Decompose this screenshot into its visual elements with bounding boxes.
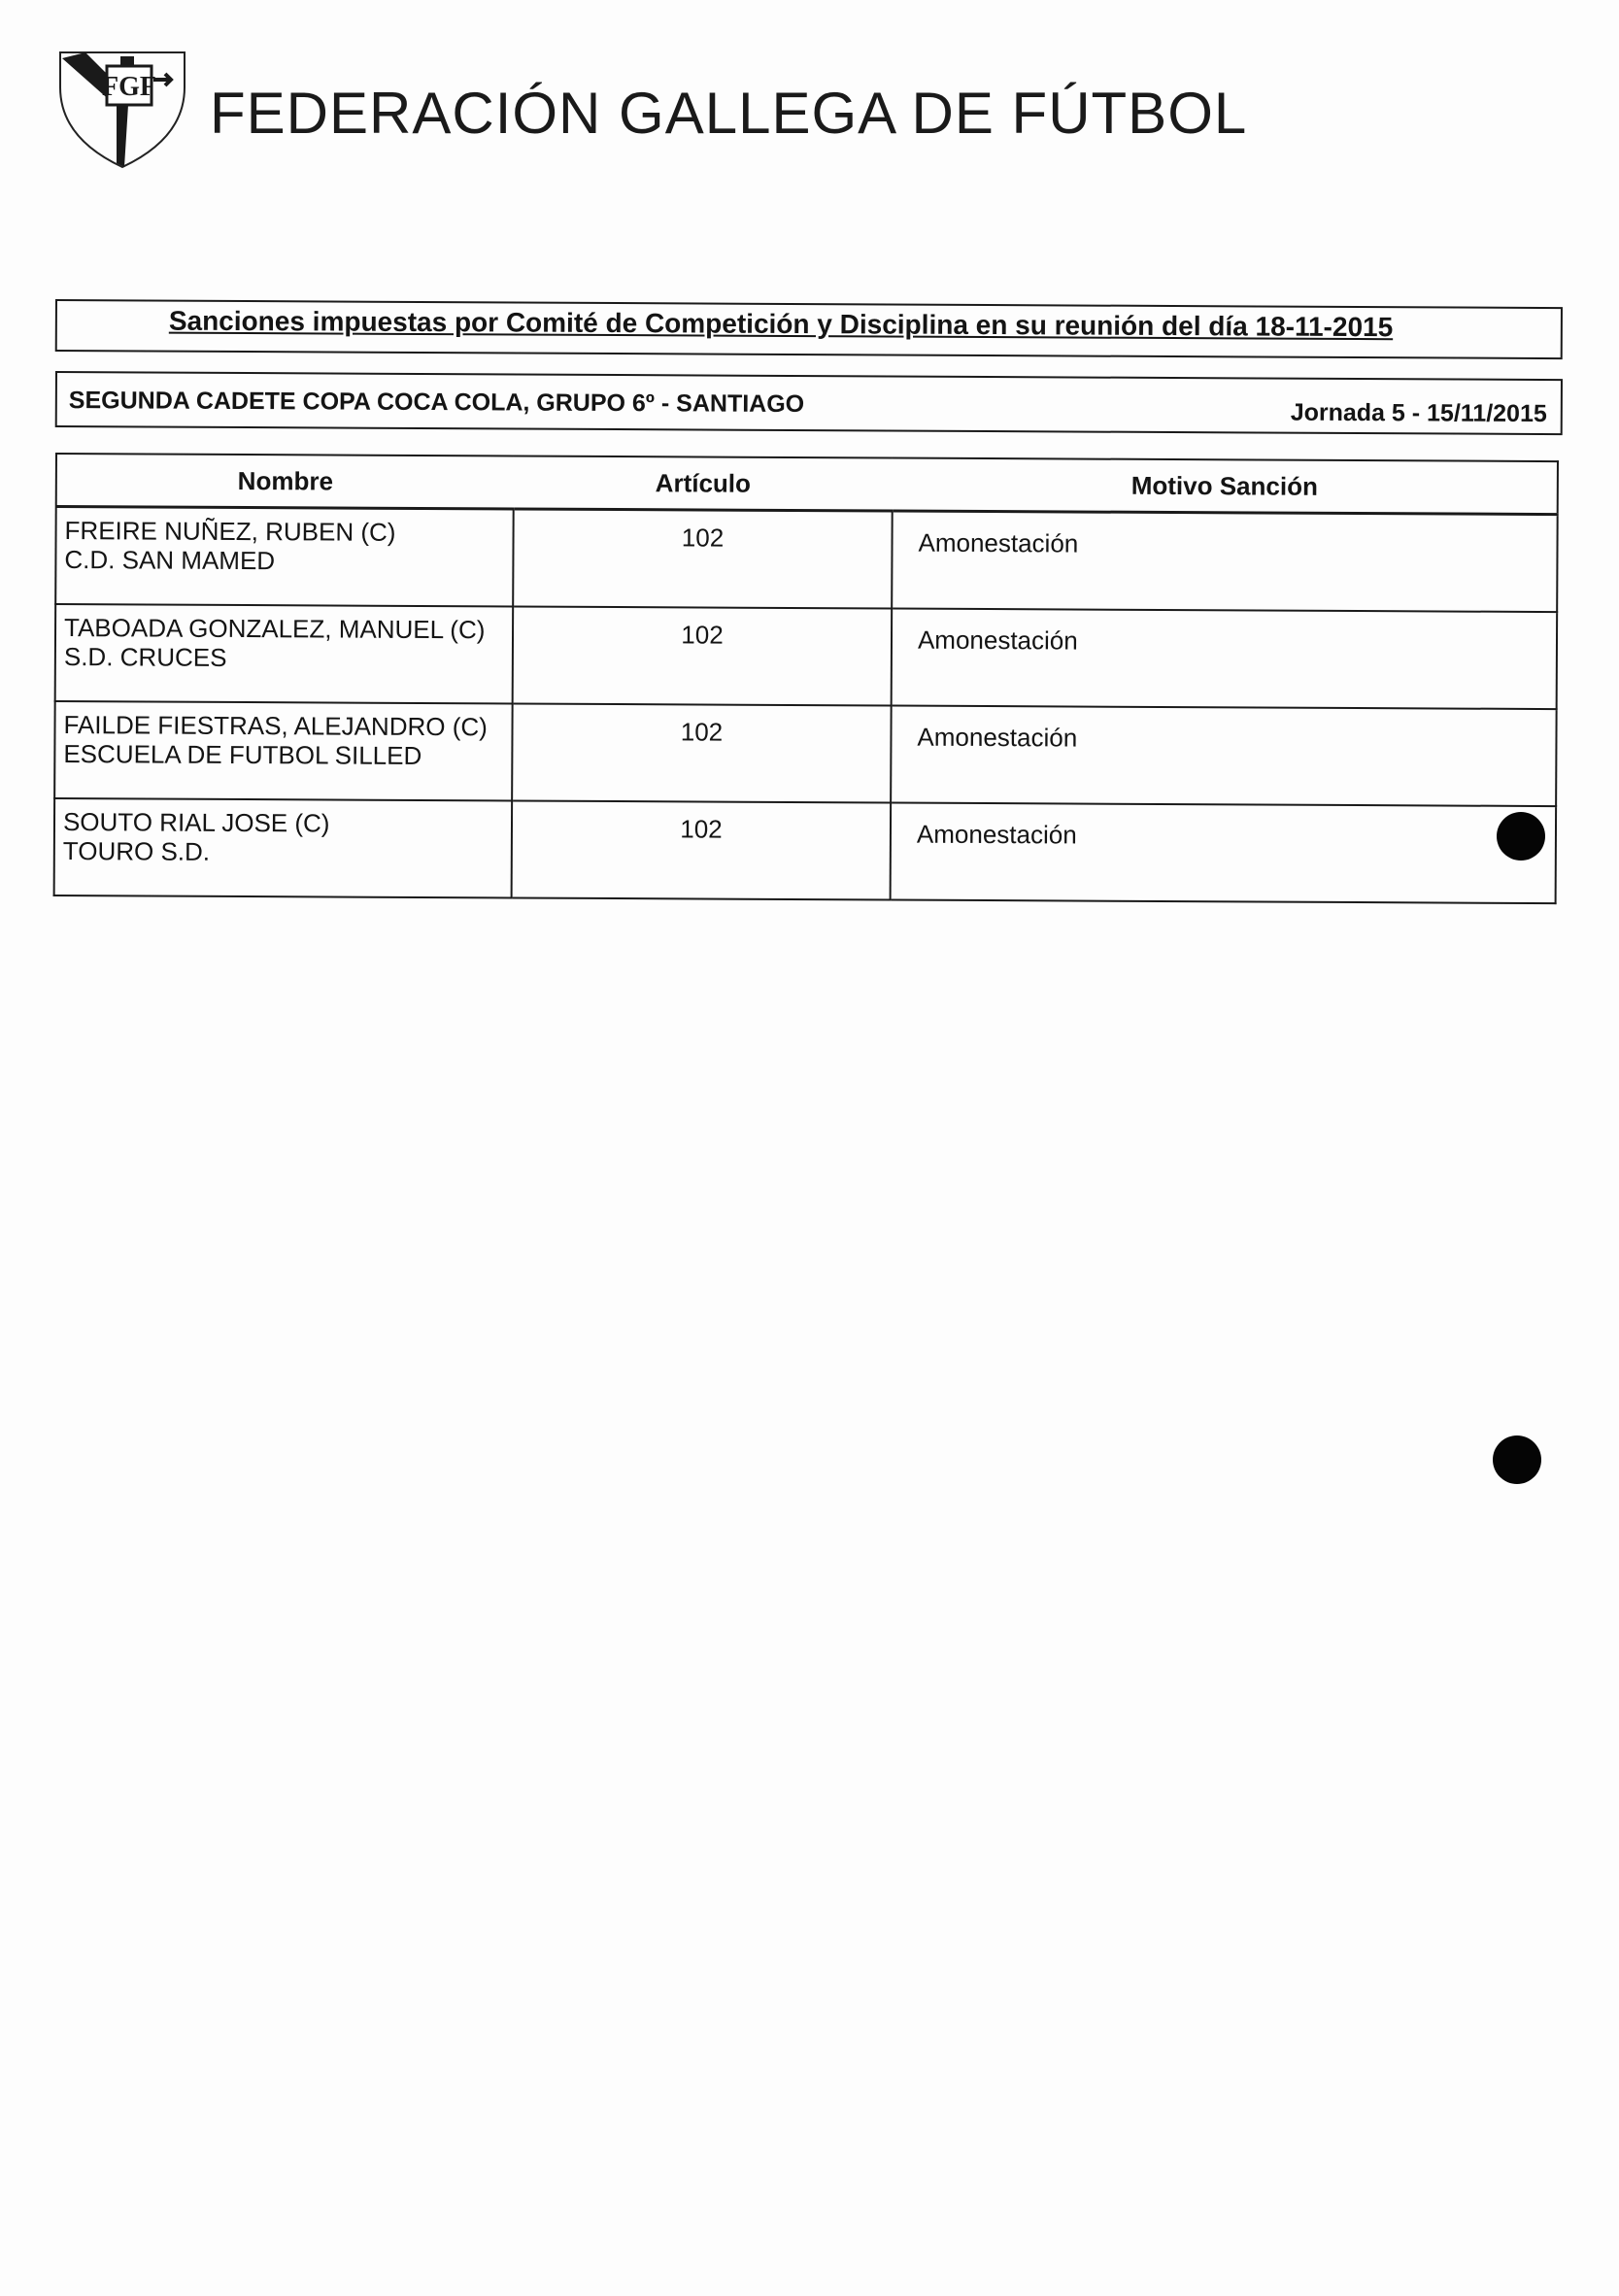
player-cell [54,701,513,800]
competition-box [55,371,1563,435]
articulo-cell: 102 [513,606,893,705]
sanctions-table [53,453,1559,904]
club-name: ESCUELA DE FUTBOL SILLED [63,739,422,770]
table-row [54,798,1557,903]
motivo-cell: Amonestación [892,609,1558,710]
club-name: C.D. SAN MAMED [64,545,276,576]
player-name: SOUTO RIAL JOSE (C) [62,807,330,838]
table-row [54,701,1557,806]
header-articulo: Artículo [514,456,893,511]
header-nombre: Nombre [56,454,514,509]
motivo-cell: Amonestación [891,706,1557,807]
motivo-cell: Amonestación [892,511,1558,612]
punch-hole [1493,1435,1541,1484]
jornada-date: Jornada 5 - 15/11/2015 [1290,398,1547,428]
player-name: FREIRE NUÑEZ, RUBEN (C) [64,516,396,547]
player-name: TABOADA GONZALEZ, MANUEL (C) [63,613,486,645]
header-motivo: Motivo Sanción [893,458,1558,515]
sanctions-title-box [55,299,1563,359]
competition-name: SEGUNDA CADETE COPA COCA COLA, GRUPO 6º - SANTIAGO [68,387,805,419]
sanctions-table-wrapper [53,453,1559,904]
table-row [55,507,1558,613]
table-row [55,604,1558,709]
player-cell [54,798,513,897]
organization-title: FEDERACIÓN GALLEGA DE FÚTBOL [210,81,1248,146]
motivo-cell: Amonestación [891,803,1557,904]
articulo-cell: 102 [512,800,892,899]
sanctions-title: Sanciones impuestas por Comité de Competición y Disciplina en su reunión del día 18-11-2015 [168,305,1394,343]
player-name: FAILDE FIESTRAS, ALEJANDRO (C) [63,710,488,742]
articulo-cell: 102 [513,509,893,609]
club-name: TOURO S.D. [62,836,211,866]
punch-hole [1497,812,1545,861]
table-header-row [56,454,1558,515]
articulo-cell: 102 [512,703,892,802]
player-cell [55,507,514,607]
player-cell [55,604,514,703]
svg-text:FGF: FGF [102,72,156,102]
fgf-shield-icon [56,49,188,171]
club-name: S.D. CRUCES [63,642,227,672]
